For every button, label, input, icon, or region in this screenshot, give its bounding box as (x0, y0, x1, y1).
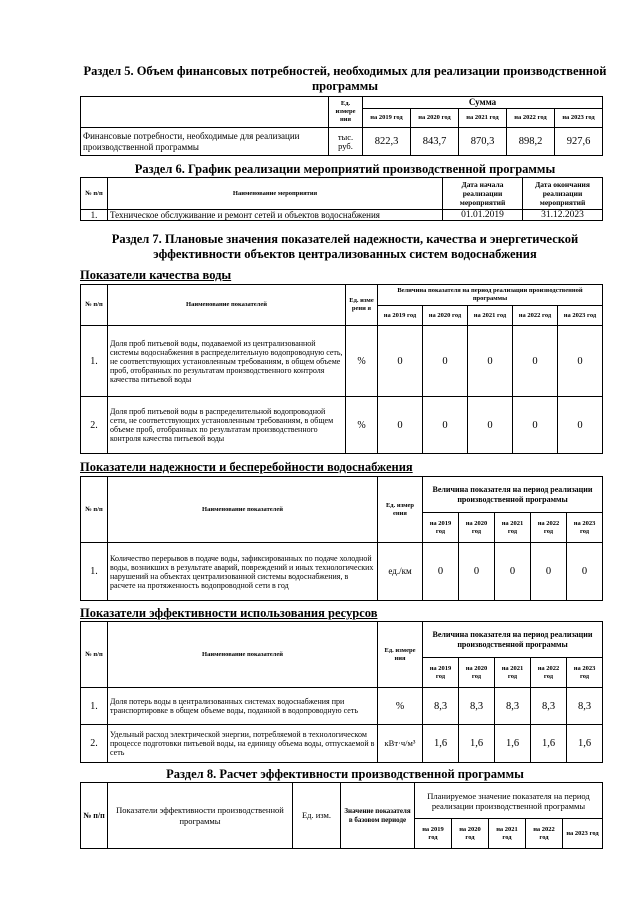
section5-year: на 2022 год (507, 109, 555, 128)
section6-row-name: Техническое обслуживание и ремонт сетей и объектов водоснабжения (108, 210, 443, 221)
section8-base-header: Значение показателя в базовом периоде (341, 783, 415, 849)
reliability-value: 0 (531, 543, 567, 601)
section8-name-header: Показатели эффективности производственной программы (108, 783, 293, 849)
efficiency-value: 1,6 (459, 725, 495, 763)
reliability-unit-header: Ед. измер ения (378, 477, 423, 543)
section7-title: Раздел 7. Плановые значения показателей надежности, качества и энергетической эффективности объектов централизованных систем водоснабжения (111, 232, 579, 261)
efficiency-year: на 2020 год (459, 658, 495, 688)
reliability-value: 0 (423, 543, 459, 601)
section8-num-header: № п/п (81, 783, 108, 849)
section6-title: Раздел 6. График реализации мероприятий производственной программы (134, 162, 556, 176)
quality-year: на 2023 год (558, 306, 603, 326)
efficiency-row-num: 2. (81, 725, 108, 763)
efficiency-period-header: Величина показателя на период реализации производственной программы (423, 622, 603, 658)
quality-value: 0 (513, 397, 558, 454)
quality-value: 0 (423, 397, 468, 454)
efficiency-value: 8,3 (423, 688, 459, 725)
quality-year: на 2022 год (513, 306, 558, 326)
section8-year: на 2021 год (489, 819, 526, 849)
reliability-year: на 2020 год (459, 513, 495, 543)
quality-value: 0 (468, 397, 513, 454)
section6-row-end: 31.12.2023 (523, 210, 603, 221)
efficiency-value: 8,3 (531, 688, 567, 725)
section5-table (80, 96, 603, 156)
efficiency-value: 1,6 (423, 725, 459, 763)
section8-title: Раздел 8. Расчет эффективности производственной программы (166, 767, 524, 781)
section5-value: 927,6 (555, 128, 603, 156)
efficiency-value: 1,6 (495, 725, 531, 763)
quality-num-header: № п/п (81, 285, 108, 326)
reliability-row-num: 1. (81, 543, 108, 601)
section6-name-header: Наименование мероприятия (108, 178, 443, 210)
reliability-table (80, 476, 603, 601)
section5-year: на 2021 год (459, 109, 507, 128)
efficiency-row-unit: кВт·ч/м³ (378, 725, 423, 763)
section6-start-header: Дата начала реализации мероприятий (443, 178, 523, 210)
section8-year: на 2022 год (526, 819, 563, 849)
efficiency-value: 8,3 (495, 688, 531, 725)
section5-year: на 2020 год (411, 109, 459, 128)
section5-value: 898,2 (507, 128, 555, 156)
section5-value: 822,3 (363, 128, 411, 156)
section8-planned-header: Планируемое значение показателя на период реализации производственной программы (415, 783, 603, 819)
reliability-value: 0 (567, 543, 603, 601)
section5-row-name: Финансовые потребности, необходимые для реализации производственной программы (81, 128, 329, 156)
reliability-value: 0 (495, 543, 531, 601)
section8-table (80, 782, 603, 849)
quality-year: на 2020 год (423, 306, 468, 326)
section8-year: на 2019 год (415, 819, 452, 849)
reliability-num-header: № п/п (81, 477, 108, 543)
quality-value: 0 (558, 397, 603, 454)
section6-row-num: 1. (81, 210, 108, 221)
efficiency-year: на 2023 год (567, 658, 603, 688)
efficiency-unit-header: Ед. измере ния (378, 622, 423, 688)
reliability-year: на 2019 год (423, 513, 459, 543)
section8-year: на 2023 год (563, 819, 603, 849)
reliability-value: 0 (459, 543, 495, 601)
quality-value: 0 (378, 397, 423, 454)
quality-unit-header: Ед. изме рени я (346, 285, 378, 326)
efficiency-year: на 2019 год (423, 658, 459, 688)
reliability-name-header: Наименование показателей (108, 477, 378, 543)
reliability-year: на 2021 год (495, 513, 531, 543)
section5-empty-header (81, 97, 329, 128)
quality-row-num: 1. (81, 326, 108, 397)
section6-table (80, 177, 603, 221)
section8-year: на 2020 год (452, 819, 489, 849)
section6-num-header: № п/п (81, 178, 108, 210)
section5-unit-header: Ед. измере ния (329, 97, 363, 128)
section6-end-header: Дата окончания реализации мероприятий (523, 178, 603, 210)
efficiency-row-name: Доля потерь воды в централизованных системах водоснабжения при транспортировке в общем объеме воды, поданной в водопроводную сеть (108, 688, 378, 725)
section8-unit-header: Ед. изм. (293, 783, 341, 849)
quality-period-header: Величина показателя на период реализации производственной программы (378, 285, 603, 306)
quality-table (80, 284, 603, 454)
quality-row-name: Доля проб питьевой воды, подаваемой из централизованной системы водоснабжения в распределительную водопроводную сеть, не соответствующих установленным требованиям, в общем объеме проб, отобранных по результатам производственного контроля качества питьевой воды (108, 326, 346, 397)
efficiency-value: 8,3 (459, 688, 495, 725)
section5-year: на 2019 год (363, 109, 411, 128)
efficiency-row-num: 1. (81, 688, 108, 725)
efficiency-num-header: № п/п (81, 622, 108, 688)
efficiency-value: 1,6 (531, 725, 567, 763)
section5-value: 843,7 (411, 128, 459, 156)
efficiency-year: на 2022 год (531, 658, 567, 688)
section5-year: на 2023 год (555, 109, 603, 128)
section5-sum-header: Сумма (363, 97, 603, 109)
quality-row-name: Доля проб питьевой воды в распределительной водопроводной сети, не соответствующих установленным требованиям, в общем объеме проб, отобранных по результатам производственного контроля качества питьевой воды (108, 397, 346, 454)
reliability-year: на 2023 год (567, 513, 603, 543)
section5-value: 870,3 (459, 128, 507, 156)
reliability-row-name: Количество перерывов в подаче воды, зафиксированных по подаче холодной воды, возникших в результате аварий, повреждений и иных технологических нарушений на объектах централизованной системы водоснабжения, в расчете на протяженность водопроводной сети в год (108, 543, 378, 601)
quality-value: 0 (378, 326, 423, 397)
quality-row-unit: % (346, 326, 378, 397)
efficiency-value: 1,6 (567, 725, 603, 763)
efficiency-subtitle: Показатели эффективности использования ресурсов (80, 606, 378, 620)
efficiency-table (80, 621, 603, 763)
reliability-period-header: Величина показателя на период реализации производственной программы (423, 477, 603, 513)
quality-value: 0 (558, 326, 603, 397)
quality-row-unit: % (346, 397, 378, 454)
quality-subtitle: Показатели качества воды (80, 268, 232, 282)
quality-value: 0 (468, 326, 513, 397)
efficiency-name-header: Наименование показателей (108, 622, 378, 688)
quality-value: 0 (423, 326, 468, 397)
reliability-subtitle: Показатели надежности и бесперебойности водоснабжения (80, 460, 413, 474)
section6-row-start: 01.01.2019 (443, 210, 523, 221)
efficiency-row-unit: % (378, 688, 423, 725)
efficiency-year: на 2021 год (495, 658, 531, 688)
quality-name-header: Наименование показателей (108, 285, 346, 326)
quality-value: 0 (513, 326, 558, 397)
reliability-row-unit: ед./км (378, 543, 423, 601)
section5-row-unit: тыс. руб. (329, 128, 363, 156)
section5-title: Раздел 5. Объем финансовых потребностей, необходимых для реализации производственной программы (83, 64, 607, 93)
reliability-year: на 2022 год (531, 513, 567, 543)
quality-year: на 2019 год (378, 306, 423, 326)
quality-row-num: 2. (81, 397, 108, 454)
efficiency-row-name: Удельный расход электрической энергии, потребляемой в технологическом процессе подготовки питьевой воды, на единицу объема воды, отпускаемой в сеть (108, 725, 378, 763)
quality-year: на 2021 год (468, 306, 513, 326)
efficiency-value: 8,3 (567, 688, 603, 725)
